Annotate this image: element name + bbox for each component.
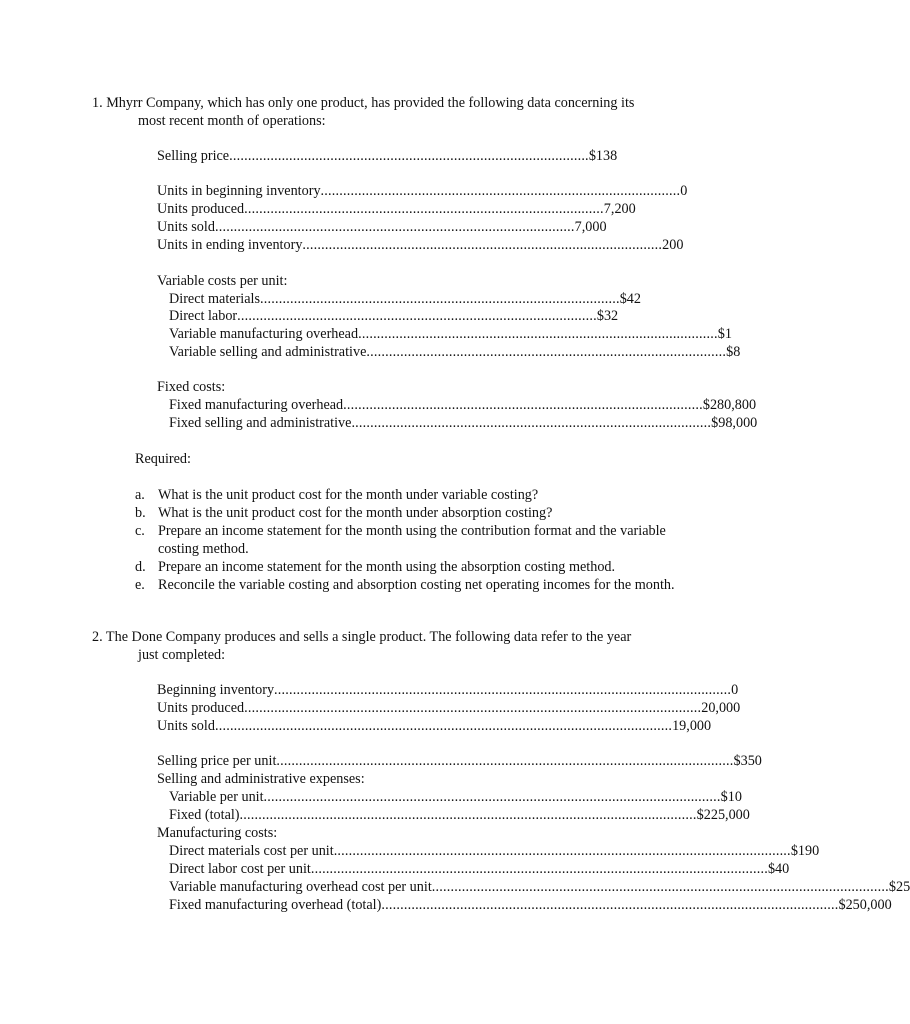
p2-row-beginning-inventory: Beginning inventory .......................................................................................................................... 0	[157, 682, 739, 698]
p1-row-variable-mfg-overhead: Variable manufacturing overhead ................................................................................................ $1	[169, 326, 732, 342]
p1-row-direct-materials: Direct materials ................................................................................................ $42	[169, 291, 641, 307]
p2-row-units-sold: Units sold .......................................................................................................................... 19,000	[157, 718, 712, 734]
p1-row-fixed-selling-admin: Fixed selling and administrative ................................................................................................ $98,000	[169, 415, 758, 431]
p1-row-units-produced: Units produced ................................................................................................ 7,200	[157, 201, 636, 217]
p2-row-units-produced: Units produced .......................................................................................................................... 20,000	[157, 700, 741, 716]
p2-selling-admin-heading: Selling and administrative expenses:	[157, 771, 365, 787]
p1-row-units-sold: Units sold ................................................................................................ 7,000	[157, 219, 607, 235]
problem-2-line-2: just completed:	[138, 647, 226, 663]
p1-fixed-costs-heading: Fixed costs:	[157, 379, 226, 395]
p1-row-beginning-inventory: Units in beginning inventory ................................................................................................ 0	[157, 183, 688, 199]
problem-1-heading	[92, 94, 634, 130]
problem-2-heading	[92, 628, 631, 664]
p1-variable-costs-heading: Variable costs per unit:	[157, 273, 288, 289]
p2-row-variable-mfg-overhead: Variable manufacturing overhead cost per unit .......................................................................................................................... $25	[169, 879, 910, 895]
p1-requirement-a: a. What is the unit product cost for the month under variable costing?	[135, 487, 539, 503]
p2-row-fixed-mfg-overhead: Fixed manufacturing overhead (total) .......................................................................................................................... $250,000	[169, 897, 892, 913]
problem-2-line-1: 2. The Done Company produces and sells a single product. The following data refer to the year	[92, 629, 632, 645]
p1-row-fixed-mfg-overhead: Fixed manufacturing overhead ................................................................................................ $280,800	[169, 397, 757, 413]
p1-row-ending-inventory: Units in ending inventory ................................................................................................ 200	[157, 237, 684, 253]
p1-row-selling-price: Selling price ................................................................................................ $138	[157, 148, 618, 164]
p1-row-variable-selling-admin: Variable selling and administrative ................................................................................................ $8	[169, 344, 741, 360]
p2-manufacturing-heading: Manufacturing costs:	[157, 825, 278, 841]
p1-row-direct-labor: Direct labor ................................................................................................ $32	[169, 308, 619, 324]
problem-1-line-1: 1. Mhyrr Company, which has only one product, has provided the following data concerning its	[92, 95, 635, 111]
p1-requirement-b: b. What is the unit product cost for the month under absorption costing?	[135, 505, 553, 521]
p1-requirement-d: d. Prepare an income statement for the month using the absorption costing method.	[135, 559, 616, 575]
p1-required-label: Required:	[135, 451, 191, 467]
p1-requirement-e: e. Reconcile the variable costing and absorption costing net operating incomes for the month.	[135, 577, 675, 593]
p2-row-direct-labor: Direct labor cost per unit .......................................................................................................................... $40	[169, 861, 790, 877]
p2-row-direct-materials: Direct materials cost per unit .......................................................................................................................... $190	[169, 843, 820, 859]
p2-row-selling-price: Selling price per unit .......................................................................................................................... $350	[157, 753, 762, 769]
p1-requirements-list	[135, 486, 678, 594]
p1-requirement-c: c. Prepare an income statement for the month using the contribution format and the variable costing method.	[135, 523, 666, 557]
p2-row-variable-per-unit: Variable per unit .......................................................................................................................... $10	[169, 789, 742, 805]
p2-row-fixed-total: Fixed (total) .......................................................................................................................... $225,000	[169, 807, 750, 823]
problem-1-line-2: most recent month of operations:	[138, 113, 326, 129]
